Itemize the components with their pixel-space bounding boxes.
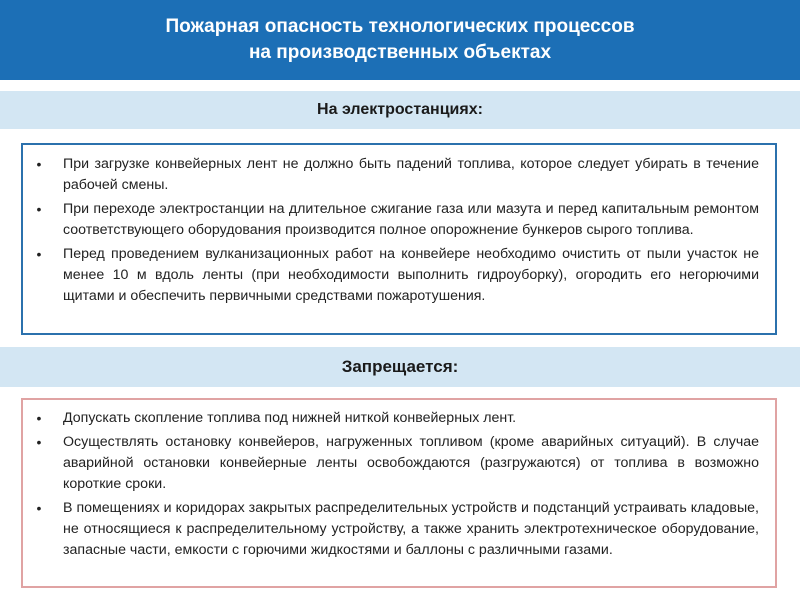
list-item — [33, 498, 759, 561]
section-heading-prohibited: Запрещается: — [0, 347, 800, 387]
bullet-icon: • — [36, 410, 42, 426]
list-item-text: При переходе электростанции на длительное сжигание газа или мазута и перед капитальным ремонтом соответствующего оборудования производится полное опорожнение бункеров сырого топлива. — [63, 201, 759, 238]
list-item — [33, 244, 759, 307]
bullet-icon: • — [36, 434, 42, 450]
section-heading-power-plants: На электростанциях: — [0, 91, 800, 129]
page-title: Пожарная опасность технологических процессов на производственных объектах — [165, 16, 635, 63]
list-item-text: При загрузке конвейерных лент не должно быть падений топлива, которое следует убирать в течение рабочей смены. — [63, 156, 759, 193]
prohibited-box — [21, 398, 777, 588]
power-plants-requirements-box — [21, 143, 777, 335]
list-item — [33, 432, 759, 495]
prohibited-list — [33, 408, 759, 561]
power-plants-list — [33, 154, 759, 307]
bullet-icon: • — [36, 156, 42, 172]
list-item — [33, 154, 759, 196]
list-item — [33, 199, 759, 241]
title-banner — [0, 0, 800, 80]
list-item-text: Осуществлять остановку конвейеров, нагруженных топливом (кроме аварийных ситуаций). В случае аварийной остановки конвейерные ленты освобождаются (разгружаются) от топлива в возможно короткие сроки. — [63, 434, 759, 492]
list-item-text: В помещениях и коридорах закрытых распределительных устройств и подстанций устраивать кладовые, не относящиеся к распределительному устройству, а также хранить электротехническое оборудование, запасные части, емкости с горючими жидкостями и баллоны с различными газами. — [63, 500, 759, 558]
bullet-icon: • — [36, 246, 42, 262]
bullet-icon: • — [36, 201, 42, 217]
list-item-text: Допускать скопление топлива под нижней ниткой конвейерных лент. — [63, 410, 517, 426]
bullet-icon: • — [36, 500, 42, 516]
list-item-text: Перед проведением вулканизационных работ на конвейере необходимо очистить от пыли участок не менее 10 м вдоль ленты (при необходимости выполнить гидроуборку), огородить его негорючими щитами и обеспечить первичными средствами пожаротушения. — [63, 246, 759, 304]
list-item — [33, 408, 759, 429]
